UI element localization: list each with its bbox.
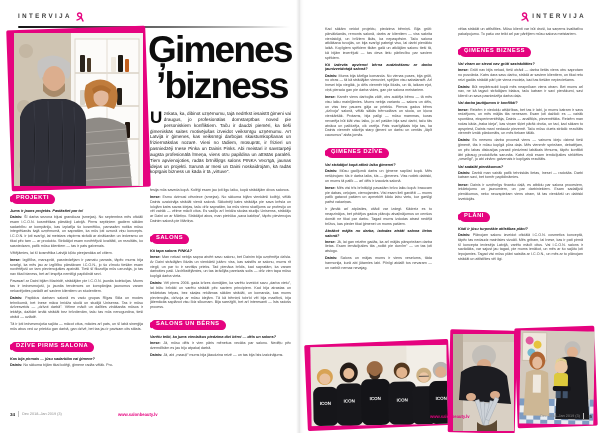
interview-question: Vai sadalāt pienākumus?	[458, 164, 504, 169]
drop-cap: U	[150, 111, 163, 127]
page-gutter-divider	[296, 0, 304, 433]
footer-website: www.salonbeauty.lv	[430, 414, 470, 419]
interview-paragraph: Inese: Reizēm ir viedokļu atšķirības, bet tas ir labi, jo mums katram ir savs redzējums, un mēs mājās tās nenesam. Esam ļoti dažādi: es — vairāk spontāna, eksperimentētāja, Dainis — analītiķis, piezemētāks. Reizēm man rodas kāda „traka ideja”, kas viņam šķiet pārāk droša, un tad, kad sākam to apspriest, Dainis mani nedaudz piezemē. Taču mūsu duets strādā: rezultāts vienmēr iznāk pārdomāts, un mēs tiekam tālāk.	[458, 107, 583, 136]
speaker-name: Dainis:	[458, 233, 473, 238]
footer-right	[540, 413, 592, 419]
interview-paragraph: Dainis: Darbā man vairāk patīk tehniskās lietas, Inesei — radošās. Darbi katram savi, bet tomēr papildināmies.	[458, 170, 583, 180]
footer-website: www.salonbeauty.lv	[118, 412, 158, 417]
interview-question: Atnākot mājās no darba, izdodas atstāt salona lietas salonā?	[325, 228, 432, 238]
speaker-name: Inese:	[325, 185, 337, 190]
title-line-1: Ģimenes	[148, 29, 292, 70]
interview-paragraph: Inese: Grūti nav bijis nekad, tieši otrādi — darba lietās viens otru saprotam no pusvārda. Katrs dara savu darbu, strādā ar saviem klientiem, un tikai retu reizi gadās strādāt pārī pie viena modeļa, kad tas tiešām nepieciešams.	[458, 68, 583, 82]
interview-paragraph: Dainis: Mums bija kārtīga komanda. No vienas puses, bija grūti, no otras — tā kā strādājām vienuviet, spējām visu sabalansēt. Arī Inesei bija vieglāk, jo dēls vienmēr bija līdzās, un tā, laikam ejot, viņš pierada gan pie darba vides, gan pie salona meistariem.	[325, 73, 432, 92]
speaker-name: Inese:	[150, 255, 162, 260]
speaker-name: Dainis:	[10, 295, 26, 300]
interview-paragraph: fesija mūs saveda kopā. Kolēģi esam jau ļoti ilgu laiku, kopā strādājām divos salonos.	[150, 188, 290, 192]
interview-paragraph: Inese: Dainis ir uzņēmīgs finanšu daļā, es atbildu par salona procesiem, iekārtojumu un jaunumiem, un par darbiniekiem. Esam sadalījuši pienākumus, neko neuzspiežam viens otram, tā tas vienkārši un dabiski izveidojās.	[458, 182, 583, 201]
running-head-left	[18, 11, 84, 22]
interview-paragraph: Dainis: Es neesmu darba procesā viens — vairums ideju dzimst tieši ģimenē, tās ir mūsu kopīgā pūra daļa. Mēs vienmēr spriežam, debatējam, un pēc labas diskusijas parasti piedzimst labākais lēmums, tāpēc konflikti ātri pāraug produktīvās sarunās. Katrā ziņā esam iemācījušies strīdēties „veselīgi”, jo abi zinām: galvenais ir kopīgais rezultāts.	[458, 138, 583, 162]
speaker-name: Inese:	[10, 257, 23, 262]
interview-paragraph: vēlas strādāt un attīstīties. Mūsu klienti var būt droši, ka saņems kvalitatīvu pakalpojumu. To pašu var teikt arī par pārējiem mūsu salona meistariem.	[458, 27, 583, 36]
interview-paragraph: Inese: Jā, lai gan reizēm gadās, ka arī mājās pārspriežam darba lietas. Esam iemācījušies tās „nolikt pie durvīm” — un tas ļoti atslogo.	[325, 239, 432, 254]
speaker-name: Dainis:	[458, 170, 472, 175]
interview-paragraph: Kad sākām veidot projektu, piedzima bērniņš. Bija grūti: pārvākšanās, remonts salonā, darbs ar klientiem — viss sakrita vienlaicīgi, un brīžiem likās, ka nepaspēsim. Taču salona atklāšana tuvojās, un bija svarīgi pabeigt visu, lai darbi pienāktu laikā. Kopīgiem spēkiem tikām galā un atklājām salonu tieši tā, kā bijām iecerējuši — tas deva lielu pārliecību par saviem spēkiem.	[325, 27, 432, 60]
interview-question: Vai strādājot kopā atliek laika ģimenei?	[325, 163, 396, 168]
icon-shirt-text: ICON	[343, 398, 355, 404]
team-photo-illustration	[310, 345, 447, 426]
team-group-photo	[310, 345, 447, 426]
article-title	[148, 29, 294, 106]
family-with-child-photo	[519, 330, 595, 424]
interview-paragraph: Dainis: Plānojam salonu izveidot oficiālā I.C.O.N. cosmetics konceptā, tāpēc tas nedaudz mainīsies vizuāli. Mēs gribam, lai Inese, kas ir pati pirmā šī koncepta ieviesēja Latvijā, varētu mācīt citus. Vai I.C.O.N. salons ir savādāks, var sajust jau tagad, pie mums ienākot, un mēs ar šo sajūtu ļoti lepojamies. Tagad visi mūsu plāni saistās ar I.C.O.N., un mēs ar to plānojam strādāt un attīstīties vēl ilgi.	[458, 233, 583, 261]
interview-question: Kādi ir jūsu turpmākie attīstības plāni?	[458, 226, 528, 231]
speaker-name: Inese:	[458, 107, 470, 112]
footer-page-number: 34	[10, 411, 16, 417]
interview-paragraph: Inese: Jā, mūsu dēls ir vien pāris mēnešus vecāks par salonu. Nedēļu pēc dzemdībām es jau biju atpakaļ darbā.	[150, 341, 291, 351]
interview-question: Varētu teikt, ka jums vienlaikus piedzima divi bērni — dēls un salons?	[150, 335, 277, 340]
interview-paragraph: Inese: Mēs visi trīs brīnišķīgi pavadām brīvo laiku kopā: braucam pie dabas, ceļojam, ciemojamies. Visi esam lieli gardēži — mums patīk gatavot pašiem un apmeklēt kādu labu vietu, kur garšīgi paēst vakariņas.	[325, 185, 432, 205]
salon-photo-illustration	[14, 33, 143, 186]
speaker-name: Dainis:	[10, 215, 24, 220]
interview-paragraph: Dainis: No sākuma bijām tikai kolēģi, ģimene radās vēlāk. Pro-	[10, 363, 114, 368]
magazine-section-label: INTERVIJA	[532, 13, 586, 20]
section-badge: ĢIMENES DZĪVE	[326, 148, 389, 158]
footer-page-number: 35	[586, 413, 592, 419]
section-badge: PLĀNI	[459, 212, 490, 222]
interview-paragraph: Dainis: Salons un mājas mums ir viens veselums, tāda harmonija, kurā abi jūtamies labi. Pilnīgi atdalīt tos nevaram — un varbūt nemaz nevajag.	[325, 256, 432, 270]
interview-question: Vai darba jautājumos ir konflikti?	[458, 101, 518, 106]
speaker-name: Dainis:	[325, 73, 339, 78]
section-badge: PROJEKTI	[11, 194, 55, 204]
icon-shirt-text: ICON	[319, 400, 331, 407]
interview-question: Kā izdevās apvienot bērna audzināšanu ar darbu jaunizveidotajā salonā?	[325, 62, 432, 72]
section-badge: SALONS	[151, 234, 189, 244]
speaker-name: Inese:	[458, 182, 471, 187]
family-photo-illustration	[519, 330, 595, 424]
interview-paragraph: Vēlējāmies, lai šī kosmētika Latvijā kļūtu pieejamāka arī citiem.	[10, 250, 113, 255]
icon-shirt-text: ICON	[435, 395, 447, 402]
script-logo-icon	[75, 11, 84, 22]
intro-paragraph	[150, 111, 291, 187]
column-left-2	[150, 188, 291, 402]
speaker-name: Dainis:	[10, 363, 24, 368]
title-line-2: ’bizness	[156, 65, 288, 106]
interview-paragraph: Inese: Kamēr viens darbojās zālē, otrs auklēja bērnu — tā mēs visu laiku mainījāmies. Mums nebija variantu — salons un dēls, un viss bez pauzes gāja uz priekšu. Pirmos gadus bērns „dzīvoja” salonā, vēlāk sākās bērnudārzs un skola, un kļuva vienkāršāk. Protams, bija palīgi — mūsu mammas, kuras nevarēja būt klāt visu laiku, jo arī pašām bija savi darbi, taču tās atnāca un palīdzēja, cik varēja. Pats svarīgākais bija tas, ka Dainis vienmēr stāvēja starp ģimeni un darbu un centās „lāpīt caurumus” abās jomās.	[325, 95, 432, 138]
column-left-1	[10, 186, 143, 406]
footer-left	[10, 411, 62, 417]
speaker-name: Inese:	[150, 195, 163, 200]
interview-question: Jums ir jauns projekts. Pastāstiet par to!	[10, 208, 84, 213]
icon-shirt-text: ICON	[396, 397, 408, 403]
running-head-right	[520, 11, 586, 22]
interview-paragraph: Pavasarī ar Daini bijām Madridē, strādājām pie I.C.O.N. jaunās kolekcijas. Mums tas ir iedvesmojoši, jo jaunās tendences un kompānijas jaunumus varam nekavējoties parādīt arī saviem klientiem un studentiem.	[10, 279, 143, 293]
footer-issue: Dec 2018–Jan 2019 (3)	[540, 414, 580, 418]
interview-paragraph: Ir jāmāk arī atpūsties, citādi var izdegt. Kādreiz es to neapzinājos, bet pēdējos gados plānoju atvaļinājumus un cenšos domāt ne tikai par darbu. Tagad mums izdodas atrast nedēļā brīžus, kas pieder tikai ģimenei un mums pašiem.	[325, 207, 432, 226]
footer-divider	[583, 413, 584, 419]
speaker-name: Dainis:	[458, 84, 472, 89]
interview-paragraph: Dainis: Jā, abi „mazuļi” mums bija jāaudzina reizē — un tas bija īsts izaicinājums.	[150, 353, 284, 358]
interview-paragraph: Dainis: Šī darba sezona bijusi grandioza (smejas). No septembra mēs oficiāli esam I.C.O.N. kosmētikas pārstāvji Latvijā. Pirms septiņiem gadiem sākām sadarbību ar kompāniju, kas izplatīja šo kosmētiku, pamazām notika mūsu integrēšanās šajā uzņēmumā, un sapratām, ka mūs ļoti uzrunā viņu koncepts. I.C.O.N. ir ļoti svarīgi, lai meistars vispirms strādā ar zināšanām un iedvesmu un tikai pēc tam — ar produktu. Strādājot esam novērtējuši kvalitāti, un rezultāts, ko sasniedzam, patīk mūsu klientiem — tas ir pats galvenais.	[10, 215, 143, 248]
column-right-1	[325, 27, 432, 345]
intro-text: zskata, ka, dibinot uzņēmumu, tajā nedrīkst iesaistīt ģimeni vai draugus, jo profesionālas domstarpības noved pie personiskiem konfliktiem. Taču ir daudzi piemēri, ka tieši ģimeniskās saites motivējušas izveidot veiksmīgu uzņēmumu. Arī Latvijā ir ģimenes, kas veiksmīgi darbojas skaistumkopšanas un friziermākslas nozarē. Vieni no tādiem, mūsuprāt, ir frizieri un pasniedzēji Inese Pinka un Dainis Pinks. Abi meistari ir savstarpēji augsta profesionālā līmeņa, viens otru papildina un attīstās paralēli. Tiem apvienojoties, radās brīnišķīgs salons PINKA Vecrīgā, jaunas idejas un projekti. Sarunā ar Inesi un Daini noskaidrojām, kā radās kopīgais bizness un kāda ir tā „virtuve”.	[150, 111, 291, 175]
speaker-name: Dainis:	[325, 256, 341, 261]
interview-paragraph: Inese: Esmu dzimusi cēsniece (smejas). No sākuma bijām vienkārši kolēģi, vēlāk Dainis uzaicināja strādāt vienā salonā. Sākotnēji katrs strādāja pie sava krēsla un lolojām katrs savas idejas, taču drīz sapratām, ka mūs vieno skatījums uz profesiju un vēl vairāk — vēlme mācīt citus. Es vadīju arī Imidža skolas studiju Unisenss, strādāju ar Daini un ar Mārtiņu. Strādājot abos, man pietrūka „sava kaktiņa”, tāpēc pievienojos Dainim salonā pie Mārtiņa.	[150, 195, 291, 223]
icon-shirt-text: ICON	[369, 395, 381, 402]
magazine-section-label: INTERVIJA	[18, 13, 72, 20]
interview-question: Kas bija pirmais — jūsu sadarbība vai ģimene?	[10, 356, 95, 361]
interview-paragraph: Inese: Man nekad nebija sapņa atvērt savu salonu, bet Dainim bija uzņēmēja dzīsla. Ar Daini strādājām līdzās un vienkārši jutām: viss, kas saistīts ar salonu, mums rit viegli, un par to ir sevišķs prieks. Tad pienāca brīdis, kad sapratām, ka varam darboties paši. Uzdrīkstējāmies, un tas izrādījās pareizais solis — drīz vien tapa mūsu kopīgā darba vieta.	[150, 255, 291, 279]
interview-question: Kā tapa salons PINKA?	[150, 249, 192, 253]
interview-paragraph: Tā ir ļoti iedvesmojoša sajūta — mācot citus, mācies arī pats, un šī labā sinerģija mūs abus ved uz priekšu gan darbā, gan dzīvē, bet tas jau ir pavisam cits stāsts.	[10, 322, 143, 331]
footer-divider	[18, 411, 19, 417]
interview-paragraph: Dainis: Vēl pirms 2006. gada krīzes domājām, ka varētu izveidot savu „darba vietu”, lai būtu brīvāki un varētu strādāt pēc saviem principiem. Kad bija atrastas un iekārtotas telpas, bez skaļas reklāmas sākām strādāt, un komanda, kas mums pievienojās, dzīvoja ar mūsu idejām. Tā kā bērniņš tobrīd vēl bija mazītiņš, bija jāiemācās saplānot visu līdz sīkumam. Bija sarežģīti, bet arī interesanti — īsts radošs process.	[150, 281, 291, 310]
speaker-name: Dainis:	[325, 169, 340, 174]
column-right-2	[458, 27, 583, 339]
main-photo-couple-in-salon	[14, 33, 143, 186]
script-logo-icon	[520, 11, 529, 22]
speaker-name: Inese:	[325, 239, 337, 244]
speaker-name: Dainis:	[458, 138, 473, 143]
speaker-name: Inese:	[325, 95, 338, 100]
interview-paragraph: Dainis: Papildus darbam salonā es vadu grupas Rīgas Stila un modes tehnikumā, bet Inese māca Imidža skolā un studijā Unisenss. Tas ir mūsu dzīvesveids — „dzīvot darbā”. Vēlme mācīt un dalīties zināšanās mūsos ir iekšēja, dažkārt iznāk strādāt bez brīvdienām, taču tas mūs nenogurdina, tieši otrādi — uzlādē.	[10, 295, 143, 319]
section-badge: DZĪVE PIRMS SALONA	[11, 342, 94, 352]
interview-paragraph: Dainis: Būt nepārtraukti kopā mēs neapnīkam viens otram. Bet mums arī nav, ne kā tagad: strādājam blakus, taču katram ir savi pienākumi, savi klienti un sava pasniedzēja darba daļa.	[458, 84, 583, 99]
interview-question: Vai vīram un sievai nav grūti sastrādāties?	[458, 61, 535, 66]
speaker-name: Dainis:	[150, 353, 164, 358]
section-badge: ĢIMENES BIZNESS	[459, 47, 531, 57]
speaker-name: Inese:	[150, 341, 164, 346]
speaker-name: Inese:	[458, 68, 470, 73]
footer-issue: Dec 2018–Jan 2019 (3)	[22, 412, 62, 416]
speaker-name: Dainis:	[150, 281, 164, 286]
interview-paragraph: Dainis: Mūsu gadījumā darbs un ģimene saplūst kopā. Mēs nešķirojam: šis ir darba laiks, šis — ģimenes. Viss notiek dabiski, un mums tā patīk — arī dēls ir izaudzis salonā.	[325, 169, 432, 183]
section-badge: SALONS UN BĒRNS	[151, 320, 226, 330]
interview-paragraph: Inese: Izglītība, manuprāt, pasniedzējam ir pamatu pamats, tāpēc mums bija svarīgi, ka mēs jau ar izglītību pārstāvam I.C.O.N., jo šo zīmolu tiešām esam novērtējuši un tam pievienojušies apzināti. Tieši šī filozofija mūs uzrunāja, jo tas nav tikai bizness, bet arī iespēja nemitīgi papildināt sevi.	[10, 257, 143, 277]
